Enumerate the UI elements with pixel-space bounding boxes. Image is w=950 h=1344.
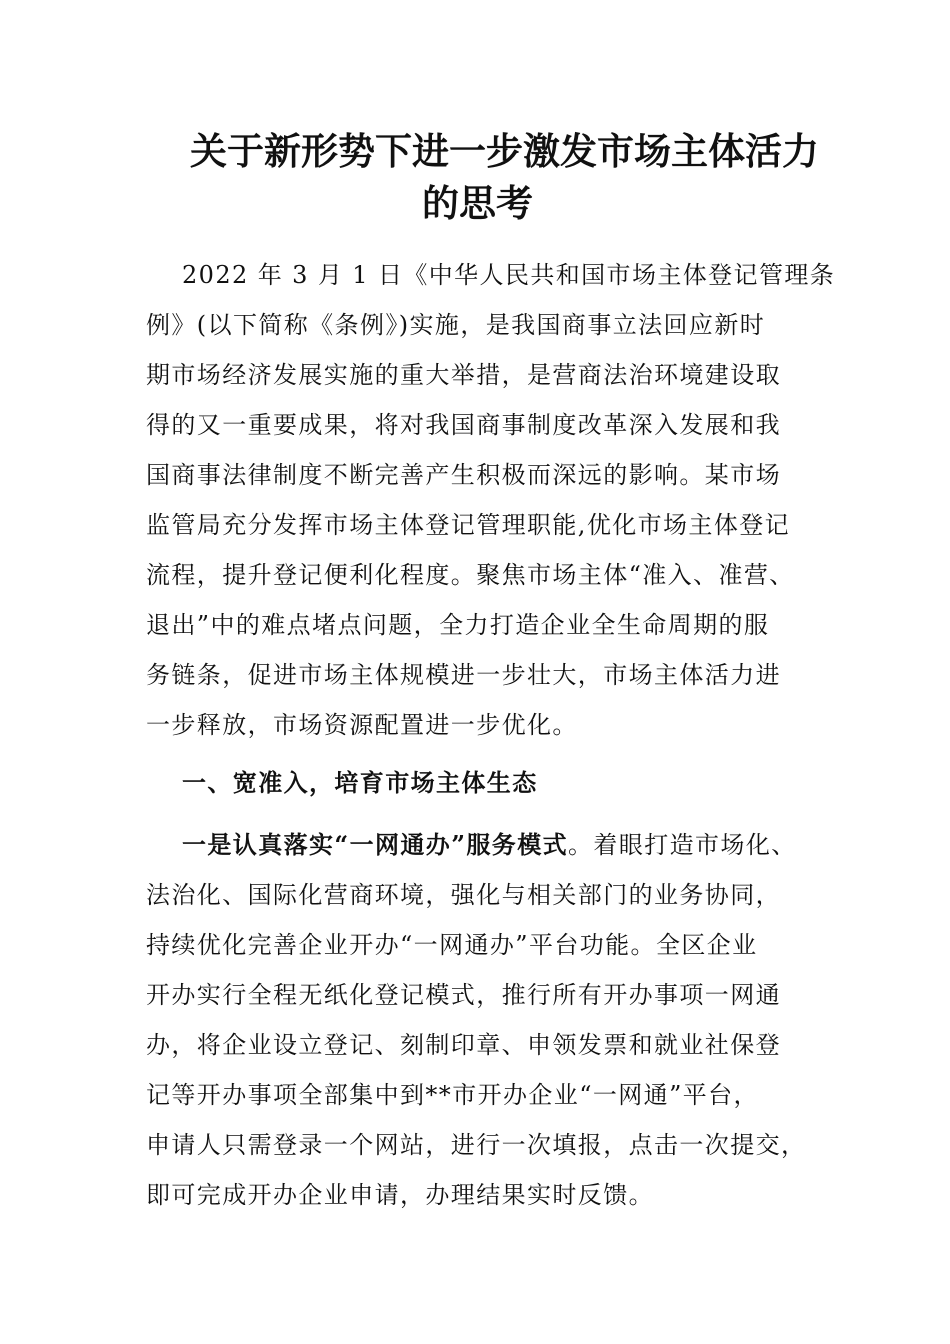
intro-line-4: 得的又一重要成果，将对我国商事制度改革深入发展和我 (146, 411, 781, 439)
intro-line-8: 退出”中的难点堵点问题，全力打造企业全生命周期的服 (146, 611, 770, 639)
section-line-7: 申请人只需登录一个网站，进行一次填报，点击一次提交， (146, 1131, 807, 1159)
intro-line-5: 国商事法律制度不断完善产生积极而深远的影响。某市场 (146, 461, 781, 489)
section-line-2: 法治化、国际化营商环境，强化与相关部门的业务协同， (146, 881, 781, 909)
intro-line-6: 监管局充分发挥市场主体登记管理职能,优化市场主体登记 (146, 511, 791, 539)
intro-line-1: 2022 年 3 月 1 日《中华人民共和国市场主体登记管理条 (182, 261, 836, 289)
intro-line-10: 一步释放，市场资源配置进一步优化。 (146, 711, 578, 739)
section-line-8: 即可完成开办企业申请，办理结果实时反馈。 (146, 1181, 654, 1209)
section-line-4: 开办实行全程无纸化登记模式，推行所有开办事项一网通 (146, 981, 781, 1009)
section-heading: 一、宽准入，培育市场主体生态 (182, 768, 538, 797)
intro-line-3: 期市场经济发展实施的重大举措，是营商法治环境建设取 (146, 361, 781, 389)
intro-line-9: 务链条，促进市场主体规模进一步壮大，市场主体活力进 (146, 661, 781, 689)
intro-line-7: 流程，提升登记便利化程度。聚焦市场主体“准入、准营、 (146, 561, 795, 589)
section-lead-bold: 一是认真落实“一网通办”服务模式 (182, 830, 569, 859)
document-title-line-1: 关于新形势下进一步激发市场主体活力 (190, 129, 819, 173)
section-lead-line (182, 828, 797, 862)
section-line-6: 记等开办事项全部集中到**市开办企业“一网通”平台， (146, 1081, 759, 1109)
document-title-line-2: 的思考 (422, 181, 533, 225)
section-line-3: 持续优化完善企业开办“一网通办”平台功能。全区企业 (146, 931, 758, 959)
section-line-5: 办，将企业设立登记、刻制印章、申领发票和就业社保登 (146, 1031, 781, 1059)
section-lead-rest: 。着眼打造市场化、 (568, 831, 797, 859)
intro-line-2: 例》(以下简称《条例》)实施，是我国商事立法回应新时 (146, 311, 766, 339)
